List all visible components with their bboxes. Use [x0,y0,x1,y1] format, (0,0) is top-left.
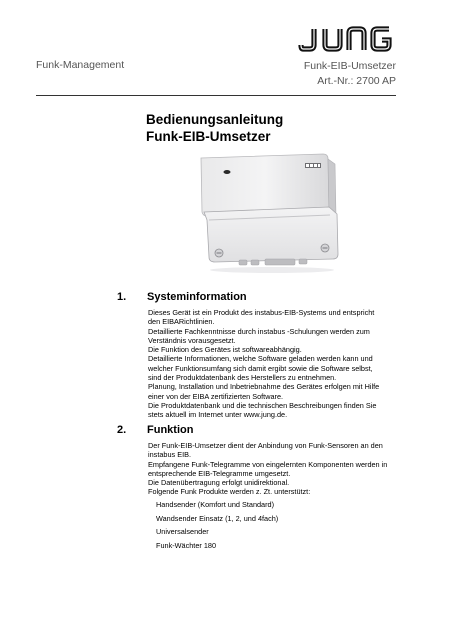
title-line-2: Funk-EIB-Umsetzer [146,129,271,144]
text-line: Planung, Installation und Inbetriebnahme des Gerätes erfolgen mit Hilfe [148,382,380,392]
text-line: Empfangene Funk-Telegramme von eingelernten Komponenten werden in [148,459,388,469]
section-1-title: Systeminformation [147,291,247,303]
text-line: Dieses Gerät ist ein Produkt des instabus-EIB-Systems und entspricht [148,308,375,317]
list-item: Funk-Wächter 180 [156,540,217,550]
text-line: sind der Produktdatenbank des Herstellers zu entnehmen. [148,373,337,383]
text-line: einer von der EIBA zertifizierten Software. [148,391,284,401]
header-article-number: Art.-Nr.: 2700 AP [317,75,396,87]
text-line: entsprechende EIB-Telegramme umgesetzt. [148,468,291,478]
text-line: Detaillierte Fachkenntnisse durch instabus -Schulungen werden zum [148,326,370,336]
text-line: Die Datenübertragung erfolgt unidirektional. [148,478,290,488]
header-product-info [304,59,396,89]
document-title [146,111,283,145]
section-1-number: 1. [117,291,127,303]
list-item: Universalsender [156,527,209,536]
text-line: den EIBARichtlinien. [148,317,215,327]
text-line: welcher Funktionsumfang sich damit ergibt sowie die Software selbst, [148,363,373,373]
list-item: Wandsender Einsatz (1, 2, und 4fach) [156,513,279,523]
section-2-number: 2. [117,424,127,436]
header-product-name: Funk-EIB-Umsetzer [303,60,396,72]
text-line: Die Produktdatenbank und die technischen Beschreibungen finden Sie [148,400,377,410]
text-line: stets aktuell im Internet unter www.jung.de. [148,410,288,420]
text-line: Detaillierte Informationen, welche Software geladen werden kann und [148,354,373,364]
text-line: Die Funktion des Gerätes ist softwareabhängig. [148,345,302,355]
supported-products-list [156,498,278,552]
header-divider [36,95,396,96]
text-line: Folgende Funk Produkte werden z. Zt. unterstützt: [148,487,311,497]
title-line-1: Bedienungsanleitung [146,112,284,127]
device-photo [147,150,348,277]
text-line: instabus EIB. [148,450,191,460]
header-category: Funk-Management [36,59,125,71]
section-1-body [148,308,408,420]
list-item: Handsender (Komfort und Standard) [156,500,275,509]
device-logo-icon [305,163,321,168]
text-line: Verständnis vorausgesetzt. [148,335,236,345]
jung-logo [298,26,394,52]
section-2-body [148,441,408,497]
text-line: Der Funk-EIB-Umsetzer dient der Anbindung von Funk-Sensoren an den [148,441,383,450]
section-2-title: Funktion [147,424,194,436]
